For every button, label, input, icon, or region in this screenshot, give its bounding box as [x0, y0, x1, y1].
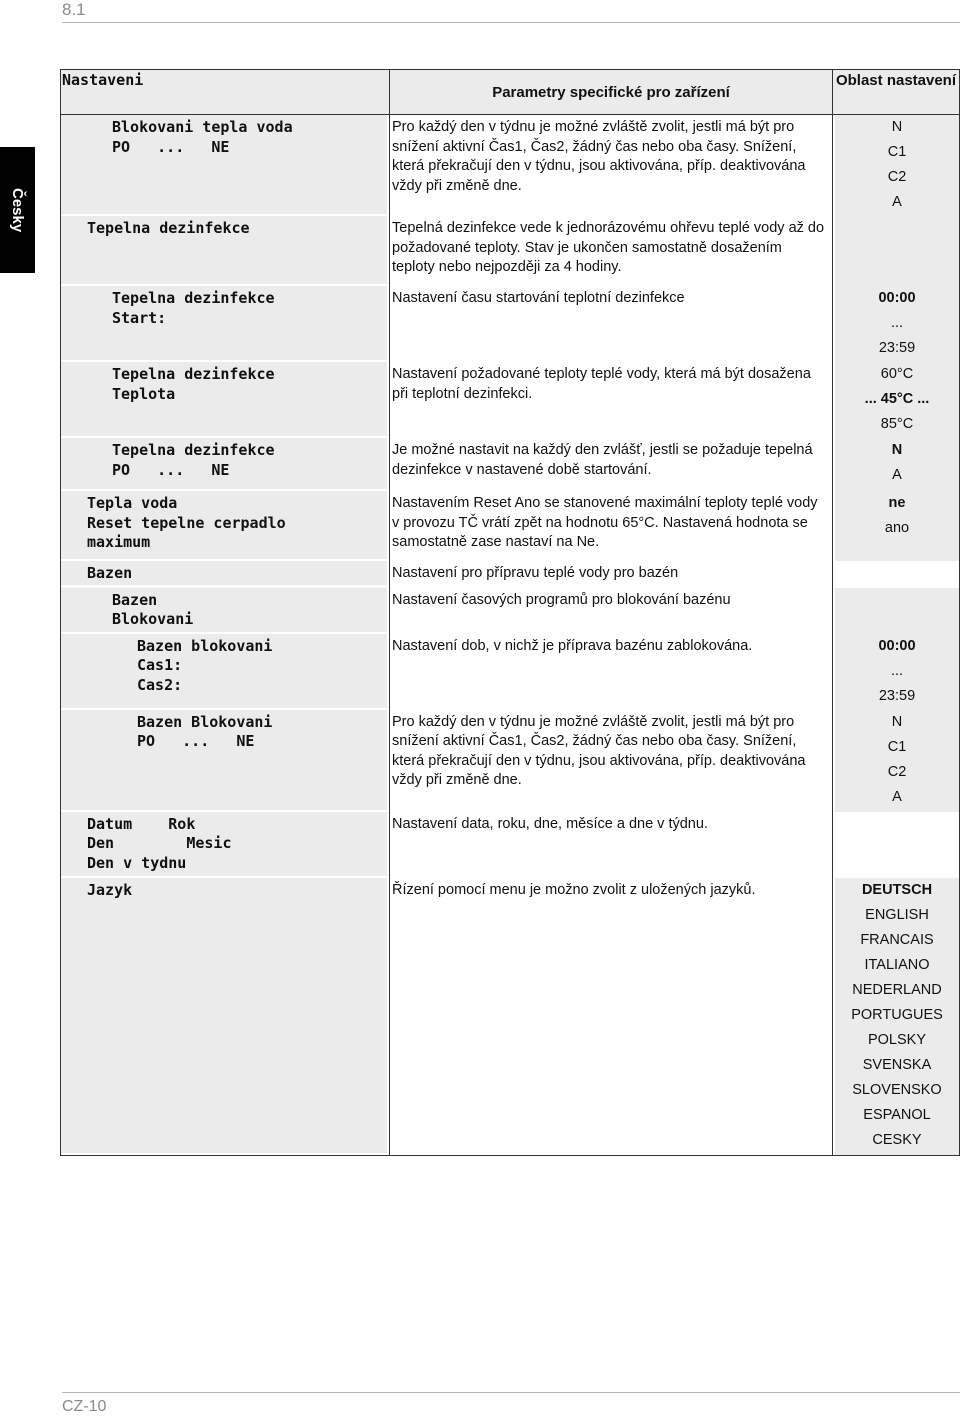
table-row: [61, 812, 960, 878]
table-row: [61, 362, 960, 438]
range-value: A: [892, 788, 902, 805]
language-tab: [0, 147, 35, 273]
table-row: [61, 710, 960, 812]
table-row: [61, 438, 960, 491]
range-value: NEDERLAND: [852, 981, 942, 998]
range-cell: [835, 561, 959, 587]
parameters-table: [60, 69, 960, 1156]
lcd-text: Tepelna dezinfekce Start:: [112, 289, 275, 327]
range-value: ... 45°C ...: [864, 391, 930, 407]
table-row: [61, 286, 960, 362]
table-row: [61, 588, 960, 634]
range-cell: [835, 286, 959, 362]
range-value: SVENSKA: [862, 1056, 932, 1073]
menu-header-cell: [61, 70, 390, 115]
range-cell: [835, 878, 959, 1155]
description-text: Je možné nastavit na každý den zvlášť, jestli se požaduje tepelná dezinfekce v nastavené době startování.: [392, 442, 813, 478]
range-value: 60°C: [880, 366, 914, 382]
range-value: 23:59: [878, 687, 916, 704]
range-value: ENGLISH: [865, 906, 929, 923]
range-cell: [835, 115, 959, 216]
lcd-text: Bazen Blokovani PO ... NE: [137, 712, 273, 750]
table-row: [61, 878, 960, 1156]
range-value: ESPANOL: [863, 1106, 931, 1123]
lcd-text: Blokovani tepla voda PO ... NE: [112, 118, 293, 156]
range-value: PORTUGUES: [851, 1006, 943, 1023]
description-text: Nastavení časových programů pro blokování bazénu: [392, 591, 731, 608]
description-text: Nastavení dob, v nichž je příprava bazénu zablokována.: [392, 637, 753, 654]
range-value: C1: [887, 738, 907, 755]
range-value: ne: [888, 495, 906, 511]
lcd-text: Tepelna dezinfekce Teplota: [112, 365, 275, 403]
table-row: [61, 561, 960, 588]
range-value: ano: [884, 520, 910, 536]
range-value: N: [891, 442, 903, 458]
range-value: C2: [887, 169, 907, 185]
table-header-row: [61, 70, 960, 115]
description-text: Nastavení času startování teplotní dezinfekce: [392, 290, 685, 306]
lcd-text: Bazen blokovani Cas1: Cas2:: [137, 636, 273, 694]
range-value: POLSKY: [867, 1031, 927, 1048]
table-row: [61, 491, 960, 561]
lcd-text: Tepelna dezinfekce PO ... NE: [112, 441, 275, 479]
language-tab-label: Česky: [9, 187, 26, 233]
description-text: Nastavení požadované teploty teplé vody, která má být dosažena při teplotní dezinfekci.: [392, 366, 811, 402]
description-text: Nastavení pro přípravu teplé vody pro bazén: [392, 565, 679, 581]
range-cell: [835, 710, 959, 812]
range-value: A: [892, 194, 902, 210]
range-cell: [835, 362, 959, 438]
lcd-text: Jazyk: [87, 880, 133, 899]
range-value: DEUTSCH: [861, 881, 933, 898]
description-text: Nastavení data, roku, dne, měsíce a dne v týdnu.: [392, 815, 708, 832]
lcd-text: Bazen: [87, 564, 133, 582]
table-row: [61, 115, 960, 217]
menu-title: Nastaveni: [62, 71, 144, 89]
range-cell: [835, 634, 959, 710]
description-text: Nastavením Reset Ano se stanovené maximální teploty teplé vody v provozu TČ vrátí zpět na hodnotu 65°C. Nastavená hodnota se samostatně zase nastaví na Ne.: [392, 495, 818, 550]
range-value: ...: [890, 315, 904, 331]
range-value: N: [891, 713, 903, 730]
description-text: Pro každý den v týdnu je možné zvláště zvolit, jestli má být pro snížení aktivní Čas1, Čas2, žádný čas nebo oba časy. Snížení, která překračují den v týdnu, jsou aktivována, příp. deaktivována vždy při změně dne.: [392, 713, 806, 788]
range-value: SLOVENSKO: [852, 1081, 942, 1098]
range-value: 85°C: [880, 416, 914, 432]
range-value: 00:00: [878, 637, 916, 654]
range-value: CESKY: [872, 1131, 922, 1148]
footer-page-number: CZ-10: [62, 1398, 107, 1415]
range-cell: [835, 812, 959, 878]
range-cell: [835, 588, 959, 634]
range-value: C2: [887, 763, 907, 780]
header-rule: [62, 22, 960, 23]
range-value: 23:59: [878, 340, 916, 356]
lcd-text: Tepelna dezinfekce: [87, 219, 250, 237]
lcd-text: Tepla voda Reset tepelne cerpadlo maximum: [87, 494, 286, 551]
range-value: ...: [890, 662, 904, 679]
range-cell: [835, 491, 959, 561]
footer-rule: [62, 1392, 960, 1393]
params-header-cell: Parametry specifické pro zařízení: [390, 70, 833, 115]
description-text: Pro každý den v týdnu je možné zvláště zvolit, jestli má být pro snížení aktivní Čas1, Čas2, žádný čas nebo oba časy. Snížení, která překračují den v týdnu, jsou aktivována, příp. deaktivována vždy při změně dne.: [392, 119, 806, 194]
range-header-cell: Oblast nastavení: [833, 70, 960, 115]
range-value: ITALIANO: [864, 956, 930, 973]
range-value: 00:00: [878, 290, 916, 306]
range-cell: [835, 438, 959, 491]
range-cell: [835, 216, 959, 286]
range-value: A: [892, 467, 902, 483]
description-text: Tepelná dezinfekce vede k jednorázovému ohřevu teplé vody až do požadované teploty. Stav je ukončen samostatně dosažením teploty nebo nejpozději za 4 hodiny.: [392, 220, 825, 275]
lcd-text: Datum Rok Den Mesic Den v tydnu: [87, 814, 232, 872]
lcd-text: Bazen Blokovani: [112, 590, 194, 628]
table-row: [61, 216, 960, 286]
description-text: Řízení pomocí menu je možno zvolit z uložených jazyků.: [392, 881, 756, 898]
range-value: N: [891, 119, 903, 135]
table-row: [61, 634, 960, 710]
range-value: FRANCAIS: [860, 931, 934, 948]
range-value: C1: [887, 144, 907, 160]
section-number: 8.1: [62, 0, 86, 19]
